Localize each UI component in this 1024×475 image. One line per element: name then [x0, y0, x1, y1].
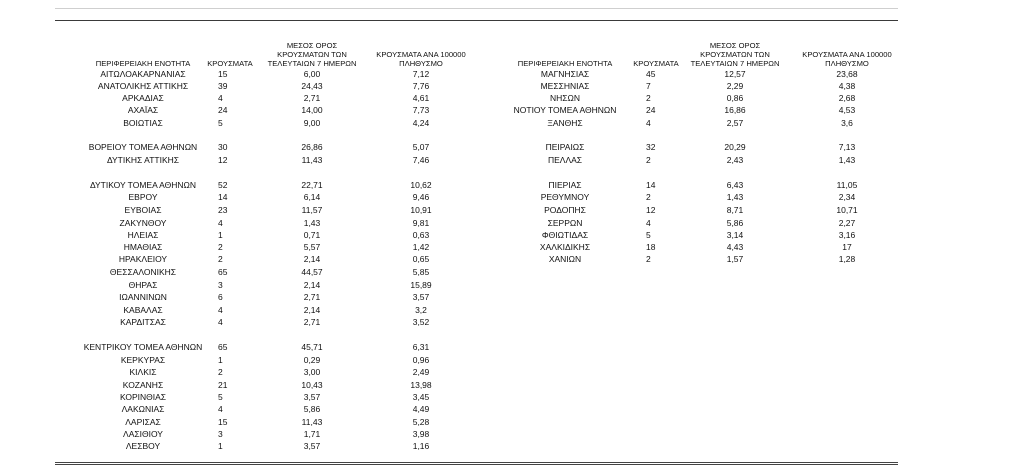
cell-cases: 5	[218, 392, 223, 402]
header-cases-right: ΚΡΟΥΣΜΑΤΑ	[633, 59, 679, 68]
cell-per100k: 2,34	[838, 192, 856, 202]
cell-cases: 1	[218, 355, 223, 365]
cell-region: ΗΡΑΚΛΕΙΟΥ	[118, 254, 168, 264]
cell-cases: 2	[218, 254, 223, 264]
cell-region: ΡΕΘΥΜΝΟΥ	[540, 192, 590, 202]
cell-avg7: 2,71	[303, 317, 321, 327]
cell-cases: 2	[218, 367, 223, 377]
cell-avg7: 2,14	[303, 280, 321, 290]
cell-cases: 4	[218, 218, 223, 228]
cell-region: ΛΑΚΩΝΙΑΣ	[121, 404, 165, 414]
table-row	[0, 267, 1024, 278]
cell-region: ΑΧΑΪΑΣ	[127, 105, 159, 115]
cell-region: ΚΟΡΙΝΘΙΑΣ	[119, 392, 167, 402]
cell-per100k: 3,16	[838, 230, 856, 240]
cell-per100k: 3,98	[412, 429, 430, 439]
cell-cases: 15	[218, 69, 228, 79]
table-row	[0, 254, 1024, 265]
cell-region: ΚΑΒΑΛΑΣ	[123, 305, 163, 315]
cell-per100k: 0,63	[412, 230, 430, 240]
cell-per100k: 17	[842, 242, 852, 252]
cell-per100k: 23,68	[836, 69, 858, 79]
cell-avg7: 1,71	[303, 429, 321, 439]
cell-avg7: 2,29	[726, 81, 744, 91]
table-row	[0, 429, 1024, 440]
bottom-rule	[55, 462, 898, 465]
cell-cases: 23	[218, 205, 228, 215]
table-row	[0, 230, 1024, 241]
cell-region: ΛΑΡΙΣΑΣ	[125, 417, 161, 427]
table-row	[0, 380, 1024, 391]
cell-per100k: 4,49	[412, 404, 430, 414]
cell-cases: 5	[218, 118, 223, 128]
table-row	[0, 105, 1024, 116]
cell-region: ΔΥΤΙΚΟΥ ΤΟΜΕΑ ΑΘΗΝΩΝ	[89, 180, 197, 190]
cell-per100k: 7,13	[838, 142, 856, 152]
header-per100k-left: ΚΡΟΥΣΜΑΤΑ ΑΝΑ 100000 ΠΛΗΘΥΣΜΟ	[376, 50, 466, 68]
cell-region: ΔΥΤΙΚΗΣ ΑΤΤΙΚΗΣ	[106, 155, 180, 165]
table-row	[0, 305, 1024, 316]
cell-per100k: 7,12	[412, 69, 430, 79]
cell-avg7: 22,71	[301, 180, 323, 190]
cell-avg7: 2,71	[303, 93, 321, 103]
header-region-left: ΠΕΡΙΦΕΡΕΙΑΚΗ ΕΝΟΤΗΤΑ	[95, 59, 191, 68]
cell-cases: 52	[218, 180, 228, 190]
table-row	[0, 317, 1024, 328]
table-row	[0, 205, 1024, 216]
table-row	[0, 280, 1024, 291]
cell-per100k: 3,52	[412, 317, 430, 327]
cell-per100k: 1,42	[412, 242, 430, 252]
cell-cases: 3	[218, 280, 223, 290]
cell-region: ΠΕΙΡΑΙΩΣ	[545, 142, 585, 152]
cell-cases: 39	[218, 81, 228, 91]
table-row	[0, 192, 1024, 203]
table-row	[0, 392, 1024, 403]
cell-per100k: 4,61	[412, 93, 430, 103]
table-row	[0, 93, 1024, 104]
cell-region: ΘΗΡΑΣ	[128, 280, 158, 290]
cell-cases: 32	[646, 142, 656, 152]
cell-per100k: 1,16	[412, 441, 430, 451]
cell-avg7: 45,71	[301, 342, 323, 352]
cell-avg7: 10,43	[301, 380, 323, 390]
cell-per100k: 5,07	[412, 142, 430, 152]
cell-region: ΝΗΣΩΝ	[549, 93, 581, 103]
cell-cases: 45	[646, 69, 656, 79]
cell-avg7: 0,29	[303, 355, 321, 365]
cell-per100k: 1,28	[838, 254, 856, 264]
cell-per100k: 9,46	[412, 192, 430, 202]
cell-avg7: 11,43	[301, 417, 323, 427]
cell-per100k: 5,28	[412, 417, 430, 427]
cell-region: ΜΕΣΣΗΝΙΑΣ	[540, 81, 590, 91]
cell-cases: 6	[218, 292, 223, 302]
cell-region: ΡΟΔΟΠΗΣ	[544, 205, 586, 215]
cell-region: ΚΕΡΚΥΡΑΣ	[120, 355, 166, 365]
cell-cases: 30	[218, 142, 228, 152]
cell-cases: 5	[646, 230, 651, 240]
cell-per100k: 3,6	[841, 118, 853, 128]
cell-per100k: 7,46	[412, 155, 430, 165]
cell-avg7: 16,86	[724, 105, 746, 115]
cell-per100k: 3,2	[415, 305, 427, 315]
cell-region: ΗΜΑΘΙΑΣ	[123, 242, 163, 252]
table-row	[0, 441, 1024, 452]
cell-avg7: 2,71	[303, 292, 321, 302]
cell-avg7: 6,14	[303, 192, 321, 202]
cell-avg7: 0,86	[726, 93, 744, 103]
table-row	[0, 155, 1024, 166]
header-avg7-left: ΜΕΣΟΣ ΟΡΟΣ ΚΡΟΥΣΜΑΤΩΝ ΤΩΝ ΤΕΛΕΥΤΑΙΩΝ 7 ΗΜΕΡΩΝ	[267, 41, 357, 68]
cell-region: ΛΑΣΙΘΙΟΥ	[123, 429, 163, 439]
table-row	[0, 180, 1024, 191]
cell-per100k: 1,43	[838, 155, 856, 165]
cell-region: ΚΟΖΑΝΗΣ	[122, 380, 164, 390]
cell-per100k: 9,81	[412, 218, 430, 228]
cell-avg7: 14,00	[301, 105, 323, 115]
cell-region: ΑΝΑΤΟΛΙΚΗΣ ΑΤΤΙΚΗΣ	[97, 81, 189, 91]
cell-cases: 2	[646, 93, 651, 103]
cell-avg7: 0,71	[303, 230, 321, 240]
table-row	[0, 142, 1024, 153]
cell-region: ΠΙΕΡΙΑΣ	[548, 180, 582, 190]
cell-cases: 4	[218, 305, 223, 315]
cell-avg7: 1,57	[726, 254, 744, 264]
cell-cases: 4	[646, 118, 651, 128]
top-rule	[55, 8, 898, 9]
cell-avg7: 8,71	[726, 205, 744, 215]
header-region-right: ΠΕΡΙΦΕΡΕΙΑΚΗ ΕΝΟΤΗΤΑ	[517, 59, 613, 68]
cell-cases: 14	[646, 180, 656, 190]
table-row	[0, 417, 1024, 428]
cell-region: ΜΑΓΝΗΣΙΑΣ	[540, 69, 590, 79]
cell-cases: 4	[646, 218, 651, 228]
cell-per100k: 10,71	[836, 205, 858, 215]
cell-avg7: 1,43	[726, 192, 744, 202]
cell-region: ΞΑΝΘΗΣ	[547, 118, 583, 128]
cell-avg7: 12,57	[724, 69, 746, 79]
cell-region: ΘΕΣΣΑΛΟΝΙΚΗΣ	[109, 267, 177, 277]
cell-avg7: 20,29	[724, 142, 746, 152]
cell-cases: 65	[218, 342, 228, 352]
cell-cases: 1	[218, 441, 223, 451]
cell-cases: 2	[646, 254, 651, 264]
cell-avg7: 3,57	[303, 392, 321, 402]
cell-cases: 12	[218, 155, 228, 165]
table-row	[0, 404, 1024, 415]
cell-region: ΝΟΤΙΟΥ ΤΟΜΕΑ ΑΘΗΝΩΝ	[513, 105, 617, 115]
cell-cases: 12	[646, 205, 656, 215]
table-row	[0, 218, 1024, 229]
table-row	[0, 355, 1024, 366]
cell-region: ΧΑΛΚΙΔΙΚΗΣ	[539, 242, 591, 252]
cell-cases: 1	[218, 230, 223, 240]
cell-avg7: 26,86	[301, 142, 323, 152]
cell-avg7: 6,43	[726, 180, 744, 190]
cell-avg7: 9,00	[303, 118, 321, 128]
cell-avg7: 1,43	[303, 218, 321, 228]
cell-per100k: 7,73	[412, 105, 430, 115]
cell-cases: 21	[218, 380, 228, 390]
cell-per100k: 2,27	[838, 218, 856, 228]
cell-per100k: 10,91	[410, 205, 432, 215]
cell-avg7: 3,57	[303, 441, 321, 451]
header-avg7-right: ΜΕΣΟΣ ΟΡΟΣ ΚΡΟΥΣΜΑΤΩΝ ΤΩΝ ΤΕΛΕΥΤΑΙΩΝ 7 ΗΜΕΡΩΝ	[690, 41, 780, 68]
cell-region: ΕΥΒΟΙΑΣ	[124, 205, 162, 215]
cell-per100k: 11,05	[836, 180, 858, 190]
cell-per100k: 7,76	[412, 81, 430, 91]
cell-per100k: 6,31	[412, 342, 430, 352]
cell-avg7: 2,14	[303, 254, 321, 264]
cell-region: ΧΑΝΙΩΝ	[548, 254, 582, 264]
cell-cases: 24	[218, 105, 228, 115]
table-row	[0, 342, 1024, 353]
cell-cases: 15	[218, 417, 228, 427]
cell-region: ΖΑΚΥΝΘΟΥ	[119, 218, 167, 228]
cell-per100k: 2,49	[412, 367, 430, 377]
cell-avg7: 2,43	[726, 155, 744, 165]
cell-per100k: 3,57	[412, 292, 430, 302]
cell-per100k: 0,65	[412, 254, 430, 264]
cell-per100k: 5,85	[412, 267, 430, 277]
cell-cases: 7	[646, 81, 651, 91]
cell-cases: 3	[218, 429, 223, 439]
cell-region: ΣΕΡΡΩΝ	[547, 218, 583, 228]
cell-per100k: 13,98	[410, 380, 432, 390]
cell-avg7: 11,43	[301, 155, 323, 165]
cell-per100k: 3,45	[412, 392, 430, 402]
cell-region: ΒΟΡΕΙΟΥ ΤΟΜΕΑ ΑΘΗΝΩΝ	[88, 142, 198, 152]
cell-cases: 4	[218, 317, 223, 327]
cell-per100k: 4,53	[838, 105, 856, 115]
table-row	[0, 292, 1024, 303]
cell-cases: 18	[646, 242, 656, 252]
cell-avg7: 3,14	[726, 230, 744, 240]
header-rule	[55, 20, 898, 21]
table-row	[0, 81, 1024, 92]
table-row	[0, 69, 1024, 80]
cell-cases: 14	[218, 192, 228, 202]
cell-avg7: 4,43	[726, 242, 744, 252]
header-per100k-right: ΚΡΟΥΣΜΑΤΑ ΑΝΑ 100000 ΠΛΗΘΥΣΜΟ	[802, 50, 892, 68]
table-row	[0, 367, 1024, 378]
cell-avg7: 5,57	[303, 242, 321, 252]
cell-region: ΕΒΡΟΥ	[128, 192, 158, 202]
cell-per100k: 15,89	[410, 280, 432, 290]
cell-region: ΗΛΕΙΑΣ	[127, 230, 159, 240]
cell-per100k: 4,24	[412, 118, 430, 128]
cell-cases: 65	[218, 267, 228, 277]
cell-region: ΚΕΝΤΡΙΚΟΥ ΤΟΜΕΑ ΑΘΗΝΩΝ	[83, 342, 203, 352]
cell-region: ΦΘΙΩΤΙΔΑΣ	[541, 230, 589, 240]
cell-region: ΚΙΛΚΙΣ	[129, 367, 157, 377]
cell-per100k: 4,38	[838, 81, 856, 91]
cell-region: ΑΡΚΑΔΙΑΣ	[122, 93, 164, 103]
table-header	[0, 28, 1024, 68]
cell-cases: 2	[646, 192, 651, 202]
cell-avg7: 6,00	[303, 69, 321, 79]
cell-cases: 24	[646, 105, 656, 115]
table-row	[0, 118, 1024, 129]
cell-region: ΠΕΛΛΑΣ	[547, 155, 583, 165]
cell-per100k: 0,96	[412, 355, 430, 365]
cell-region: ΒΟΙΩΤΙΑΣ	[123, 118, 163, 128]
cell-cases: 2	[218, 242, 223, 252]
cell-avg7: 2,14	[303, 305, 321, 315]
cell-avg7: 24,43	[301, 81, 323, 91]
cell-cases: 2	[646, 155, 651, 165]
header-cases-left: ΚΡΟΥΣΜΑΤΑ	[207, 59, 253, 68]
cell-avg7: 5,86	[303, 404, 321, 414]
cell-avg7: 11,57	[301, 205, 323, 215]
table-row	[0, 242, 1024, 253]
cell-per100k: 2,68	[838, 93, 856, 103]
cell-avg7: 3,00	[303, 367, 321, 377]
cell-region: ΚΑΡΔΙΤΣΑΣ	[120, 317, 166, 327]
cell-avg7: 2,57	[726, 118, 744, 128]
cell-cases: 4	[218, 93, 223, 103]
cell-avg7: 44,57	[301, 267, 323, 277]
cell-region: ΙΩΑΝΝΙΝΩΝ	[119, 292, 167, 302]
cell-region: ΑΙΤΩΛΟΑΚΑΡΝΑΝΙΑΣ	[100, 69, 186, 79]
cell-cases: 4	[218, 404, 223, 414]
cell-avg7: 5,86	[726, 218, 744, 228]
cell-per100k: 10,62	[410, 180, 432, 190]
cell-region: ΛΕΣΒΟΥ	[125, 441, 161, 451]
